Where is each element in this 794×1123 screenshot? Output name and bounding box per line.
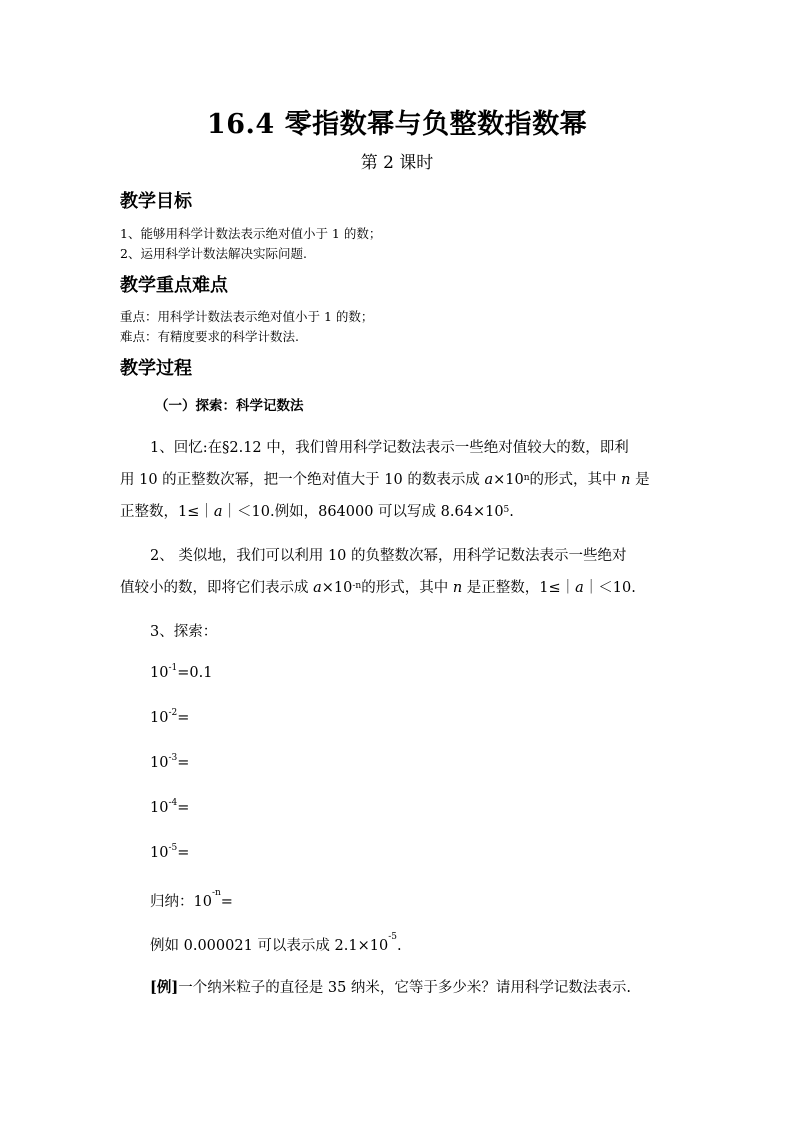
variable-a: a <box>484 472 494 488</box>
text-run: ×10 <box>321 580 353 596</box>
text-run: ｜＜10.例如，864000 可以写成 8.64×10 <box>222 504 504 520</box>
page-title: 16.4 零指数幂与负整数指数幂 <box>206 109 588 140</box>
exponent: -5 <box>168 843 178 853</box>
variable-n: n <box>452 580 463 596</box>
power-rhs: = <box>177 755 190 771</box>
example-row <box>150 934 402 955</box>
variable-a: a <box>575 580 584 596</box>
text-run: ｜＜10. <box>583 580 636 596</box>
power-base: 10 <box>150 755 169 771</box>
paragraph-recall-line-3 <box>120 496 676 528</box>
explore-label: 3、探索： <box>150 624 218 640</box>
example-tag: [例] <box>150 979 179 996</box>
exponent: 5 <box>503 505 510 515</box>
exponent: n <box>523 473 530 483</box>
summary-label: 归纳：10 <box>150 894 212 910</box>
text-run: . <box>396 938 402 954</box>
power-row-1 <box>150 665 212 681</box>
section-heading-goals: 教学目标 <box>120 191 192 212</box>
power-rhs: =0.1 <box>177 665 213 681</box>
text-run: 值较小的数，即将它们表示成 <box>120 580 314 596</box>
variable-n: n <box>621 472 631 488</box>
power-base: 10 <box>150 800 169 816</box>
exponent: -2 <box>168 708 178 718</box>
power-base: 10 <box>150 710 169 726</box>
explore-heading: （一）探索：科学记数法 <box>155 398 304 414</box>
power-row-2 <box>150 710 189 726</box>
exponent: -n <box>211 888 221 898</box>
text-run: ×10 <box>493 472 524 488</box>
exponent: -n <box>352 581 362 591</box>
power-base: 10 <box>150 845 169 861</box>
goal-item-2: 2、运用科学计数法解决实际问题. <box>120 246 307 261</box>
exponent: -4 <box>168 798 178 808</box>
paragraph-recall <box>120 432 676 528</box>
text-run: 正整数，1≤｜ <box>120 504 214 520</box>
power-row-5 <box>150 845 189 861</box>
paragraph-recall-line-2 <box>120 464 676 496</box>
text-run: . <box>509 504 514 520</box>
summary-row <box>150 890 233 911</box>
paragraph-recall-line-1: 1、回忆:在§2.12 中，我们曾用科学记数法表示一些绝对值较大的数，即利 <box>150 440 629 456</box>
paragraph-analogy <box>120 540 676 604</box>
example-problem-text: 一个纳米粒子的直径是 35 纳米，它等于多少米？请用科学记数法表示. <box>178 980 632 996</box>
paragraph-analogy-line-1: 2、 类似地，我们可以利用 10 的负整数次幂，用科学记数法表示一些绝对 <box>150 548 627 564</box>
page-subtitle: 第 2 课时 <box>360 153 434 173</box>
variable-a: a <box>213 504 223 520</box>
text-run: 的形式，其中 <box>529 472 622 488</box>
paragraph-analogy-line-2 <box>120 572 676 604</box>
text-run: 用 10 的正整数次幂，把一个绝对值大于 10 的数表示成 <box>120 472 485 488</box>
summary-rhs: = <box>220 894 233 910</box>
goal-item-1: 1、能够用科学计数法表示绝对值小于 1 的数； <box>120 226 382 241</box>
text-run: 是正整数，1≤｜ <box>462 580 576 596</box>
power-rhs: = <box>177 800 190 816</box>
text-run: 是 <box>630 472 650 488</box>
keypoint-item-2: 难点：有精度要求的科学计数法. <box>120 329 299 344</box>
keypoint-item-1: 重点：用科学计数法表示绝对值小于 1 的数； <box>120 309 374 324</box>
power-rhs: = <box>177 845 190 861</box>
example-problem <box>150 976 631 997</box>
example-text: 例如 0.000021 可以表示成 2.1×10 <box>150 938 389 954</box>
section-heading-process: 教学过程 <box>120 358 192 379</box>
section-heading-keypoints: 教学重点难点 <box>120 275 228 296</box>
power-rhs: = <box>177 710 190 726</box>
power-row-3 <box>150 755 189 771</box>
exponent: -5 <box>388 932 397 942</box>
variable-a: a <box>313 580 322 596</box>
exponent: -3 <box>168 753 178 763</box>
power-row-4 <box>150 800 189 816</box>
exponent: -1 <box>168 663 178 673</box>
text-run: 的形式，其中 <box>361 580 453 596</box>
power-base: 10 <box>150 665 169 681</box>
